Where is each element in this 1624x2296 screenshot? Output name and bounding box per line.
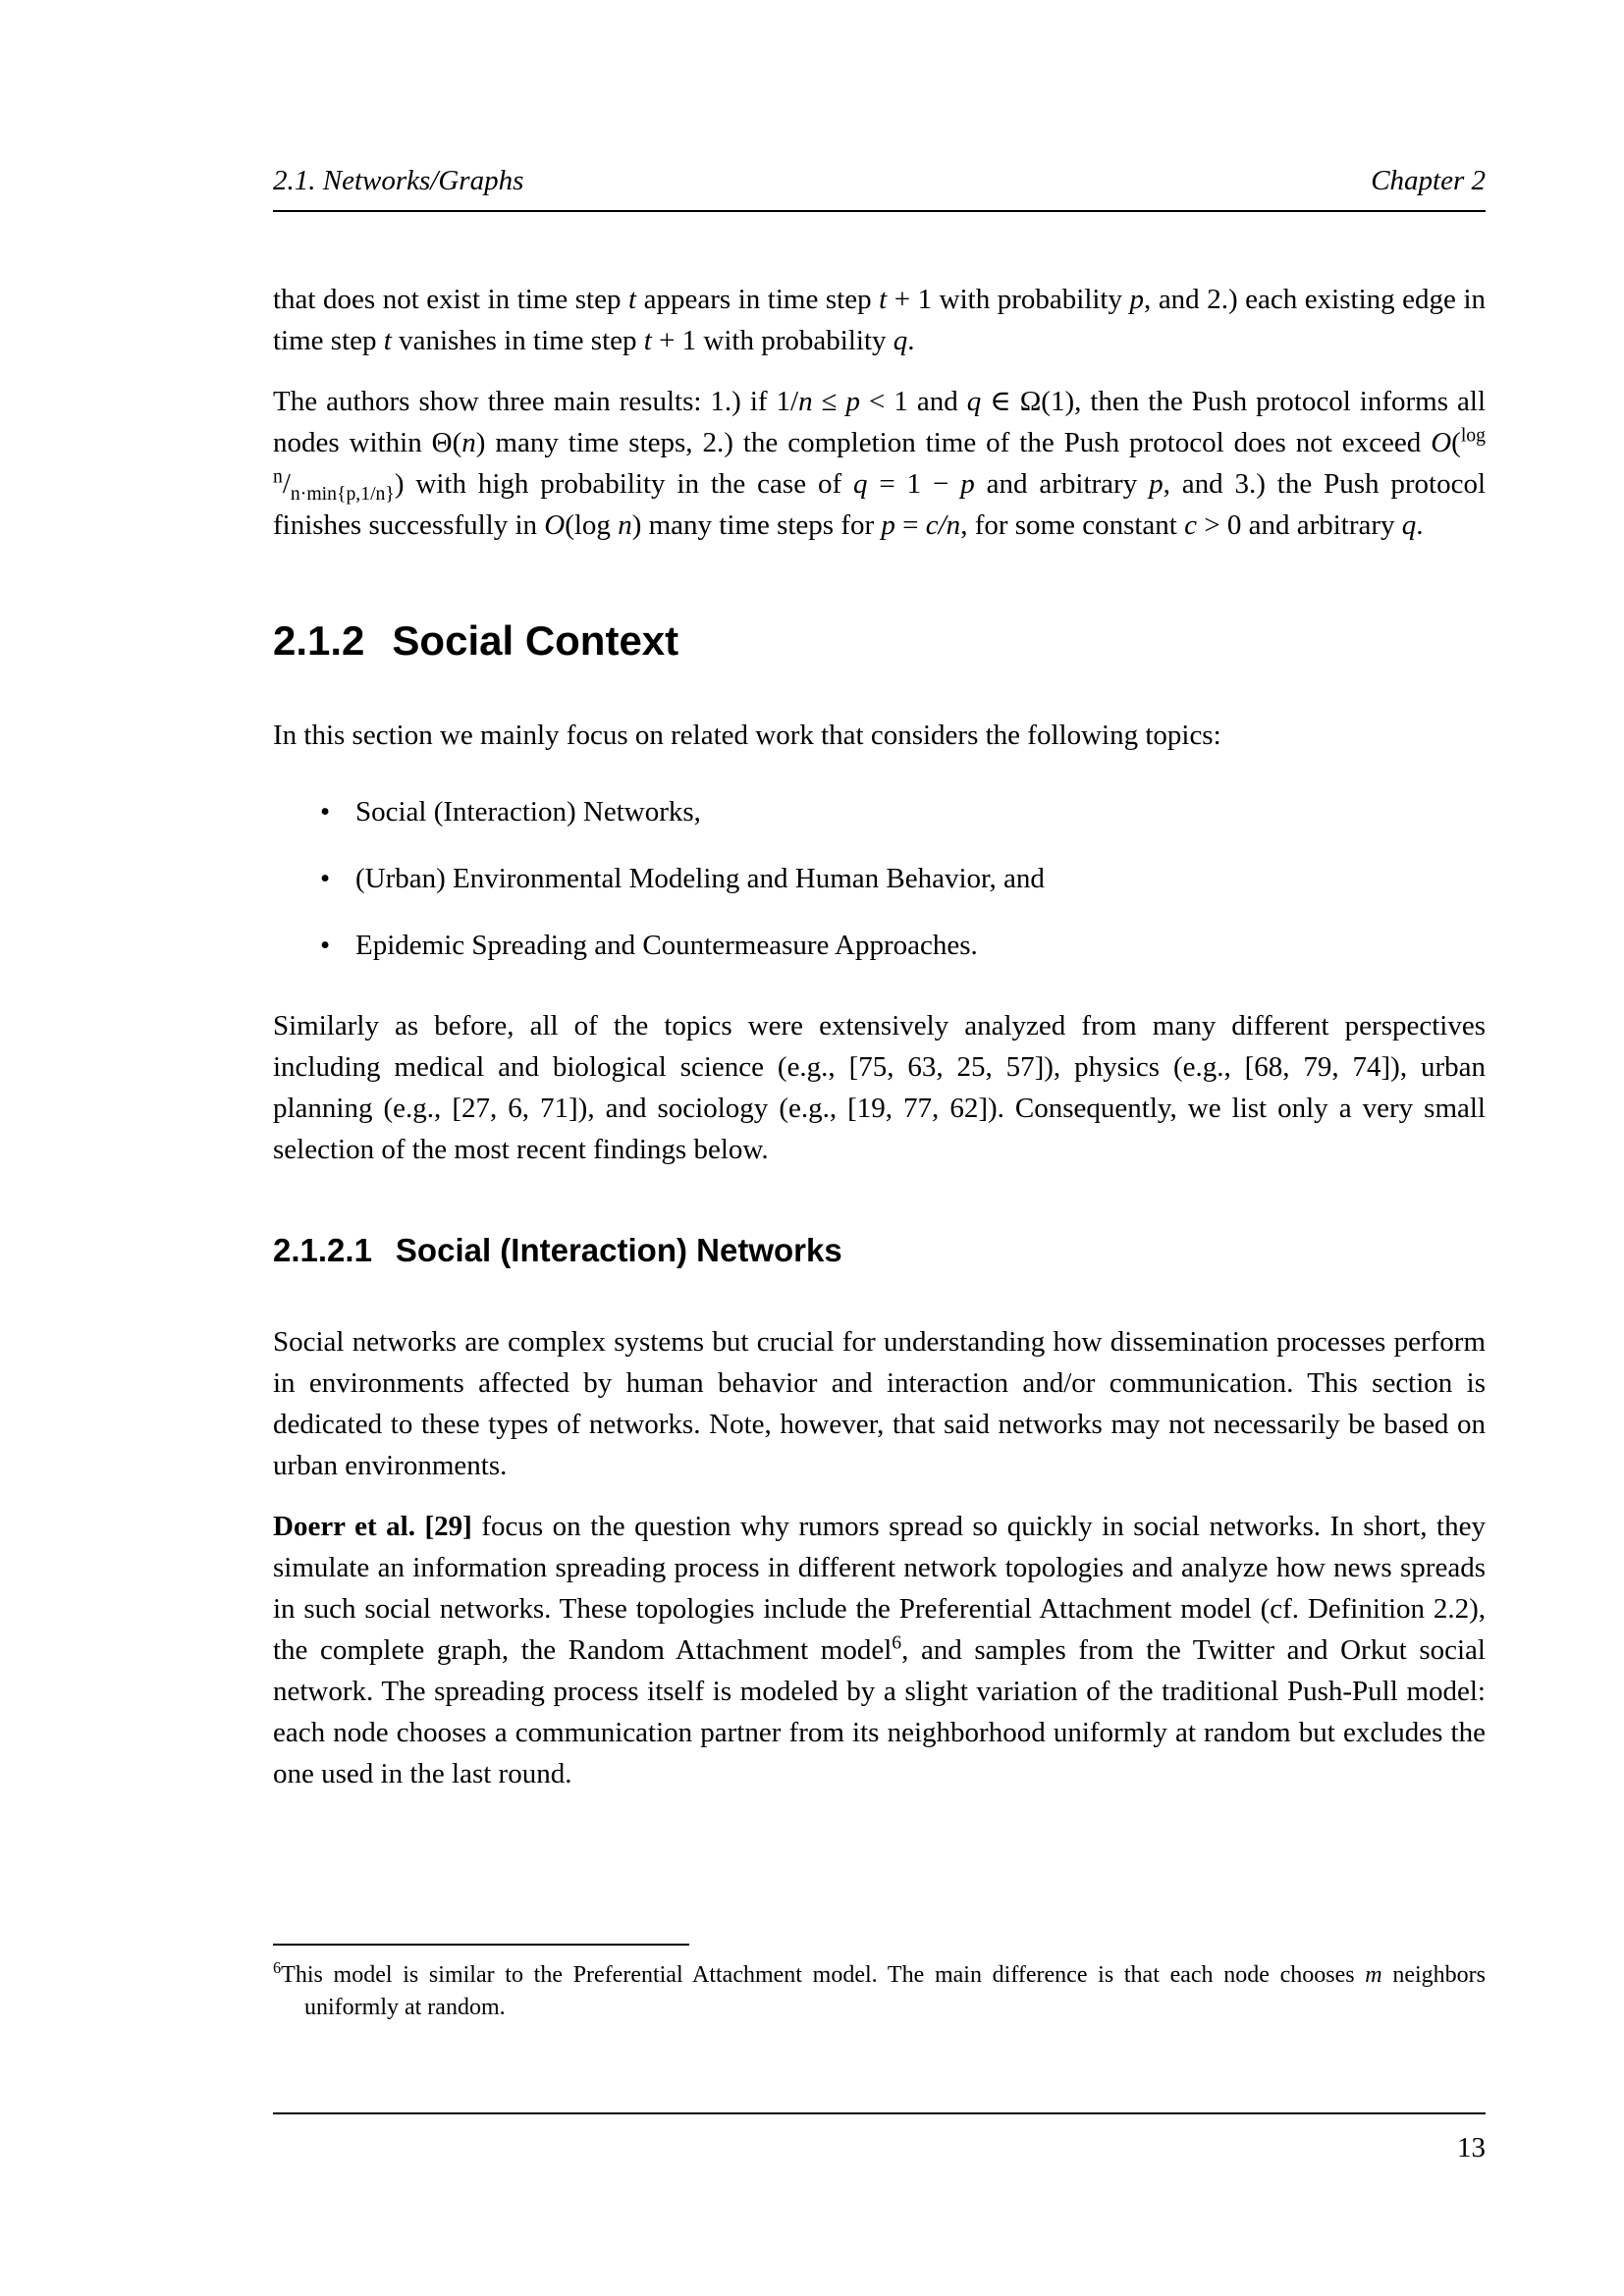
topic-label: (Urban) Environmental Modeling and Human Behavior, and [355,863,1045,894]
section-number: 2.1.2 [273,617,365,664]
paragraph-edge-probability: that does not exist in time step t appears in time step t + 1 with probability p, and 2.) each existing edge in time step t vanishes in time step t + 1 with probability q. [273,284,1486,356]
section-title: Social Context [392,617,679,664]
page-number: 13 [1457,2132,1486,2163]
topic-item [320,858,1486,899]
paragraph-topics-intro: In this section we mainly focus on related work that considers the following topics: [273,720,1221,751]
bullet-icon: • [320,930,331,961]
running-header [273,163,1486,198]
paragraph-perspectives: Similarly as before, all of the topics were extensively analyzed from many different perspectives including medical and biological science (e.g., [75, 63, 25, 57]), physics (e.g., [68, 79, 74]), urban planning (e.g., [27, 6, 71]), and sociology (e.g., [19, 77, 62]). Consequently, we list only a very small selection of the most recent findings below. [273,1010,1486,1165]
section-heading-social-context [273,616,1486,666]
topic-label: Epidemic Spreading and Countermeasure Approaches. [355,930,978,961]
topic-item [320,925,1486,966]
paragraph-doerr-et-al: Doerr et al. [29] focus on the question why rumors spread so quickly in social networks. In short, they simulate an information spreading process in different network topologies and analyze how news spreads in such social networks. These topologies include the Preferential Attachment model (cf. Definition 2.2), the complete graph, the Random Attachment model$^6$, and samples from the Twitter and Orkut social network. The spreading process itself is modeled by a slight variation of the traditional Push-Pull model: each node chooses a communication partner from its neighborhood uniformly at random but excludes the one used in the last round. [273,1511,1486,1789]
footnote-text: $^6$This model is similar to the Preferential Attachment model. The main difference is that each node chooses m neighbors uniformly at random. [273,1958,1486,2020]
footnote-rule [273,1944,689,1946]
subsection-title: Social (Interaction) Networks [395,1232,842,1268]
header-rule [273,210,1486,212]
bullet-icon: • [320,796,331,828]
topic-label: Social (Interaction) Networks, [355,796,701,828]
footer-rule [273,2112,1486,2114]
bullet-icon: • [320,863,331,894]
subsection-number: 2.1.2.1 [273,1232,372,1268]
paragraph-main-results: The authors show three main results: 1.) if 1/n ≤ p < 1 and q ∈ Ω(1), then the Push protocol informs all nodes within Θ(n) many time steps, 2.) the completion time of the Push protocol does not exceed $O(^{log n}/_{n\cdot min\{p,1/n\}})$ with high probability in the case of q = 1 − p and arbitrary p, and 3.) the Push protocol finishes successfully in O(log n) many time steps for p = c/n, for some constant c > 0 and arbitrary q. [273,386,1487,541]
topics-list [273,791,1486,966]
running-header-section: 2.1. Networks/Graphs [273,165,524,196]
subsection-heading-social-networks [273,1231,1486,1270]
running-header-chapter: Chapter 2 [1371,165,1486,196]
topic-item [320,791,1486,832]
paragraph-social-networks: Social networks are complex systems but crucial for understanding how dissemination processes perform in environments affected by human behavior and interaction and/or communication. This section is dedicated to these types of networks. Note, however, that said networks may not necessarily be based on urban environments. [273,1326,1486,1481]
footnote [273,1944,1486,2024]
